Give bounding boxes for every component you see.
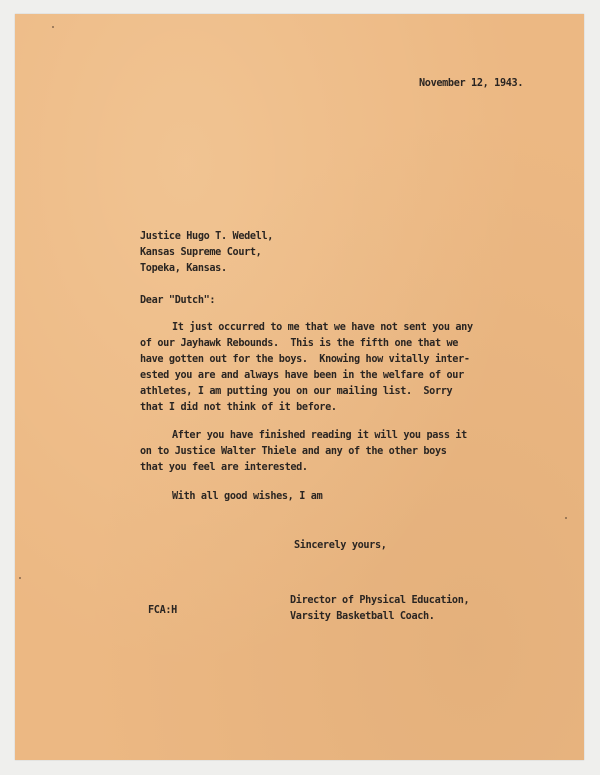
paragraph-2-line: that you feel are interested. bbox=[140, 462, 308, 473]
signature-title-line: Varsity Basketball Coach. bbox=[290, 611, 435, 622]
signature-title-line: Director of Physical Education, bbox=[290, 595, 470, 606]
paragraph-1-line: athletes, I am putting you on our mailing list. Sorry bbox=[140, 386, 453, 397]
paragraph-1-line: of our Jayhawk Rebounds. This is the fifth one that we bbox=[140, 338, 459, 349]
paper-speck bbox=[565, 517, 567, 519]
recipient-line: Topeka, Kansas. bbox=[140, 263, 227, 274]
paragraph-2-line: After you have finished reading it will you pass it bbox=[172, 430, 467, 441]
paragraph-1-line: that I did not think of it before. bbox=[140, 402, 337, 413]
complimentary-close: Sincerely yours, bbox=[294, 540, 387, 551]
recipient-line: Justice Hugo T. Wedell, bbox=[140, 231, 274, 242]
letter-date: November 12, 1943. bbox=[419, 78, 524, 89]
paragraph-1-line: ested you are and always have been in the welfare of our bbox=[140, 370, 464, 381]
paragraph-1-line: It just occurred to me that we have not sent you any bbox=[172, 322, 473, 333]
paper-speck bbox=[52, 26, 54, 28]
paragraph-1-line: have gotten out for the boys. Knowing how vitally inter- bbox=[140, 354, 470, 365]
paragraph-2-line: on to Justice Walter Thiele and any of the other boys bbox=[140, 446, 447, 457]
paper-speck bbox=[19, 577, 21, 579]
recipient-line: Kansas Supreme Court, bbox=[140, 247, 262, 258]
salutation: Dear "Dutch": bbox=[140, 295, 216, 306]
good-wishes: With all good wishes, I am bbox=[172, 491, 323, 502]
typist-initials: FCA:H bbox=[148, 605, 177, 616]
